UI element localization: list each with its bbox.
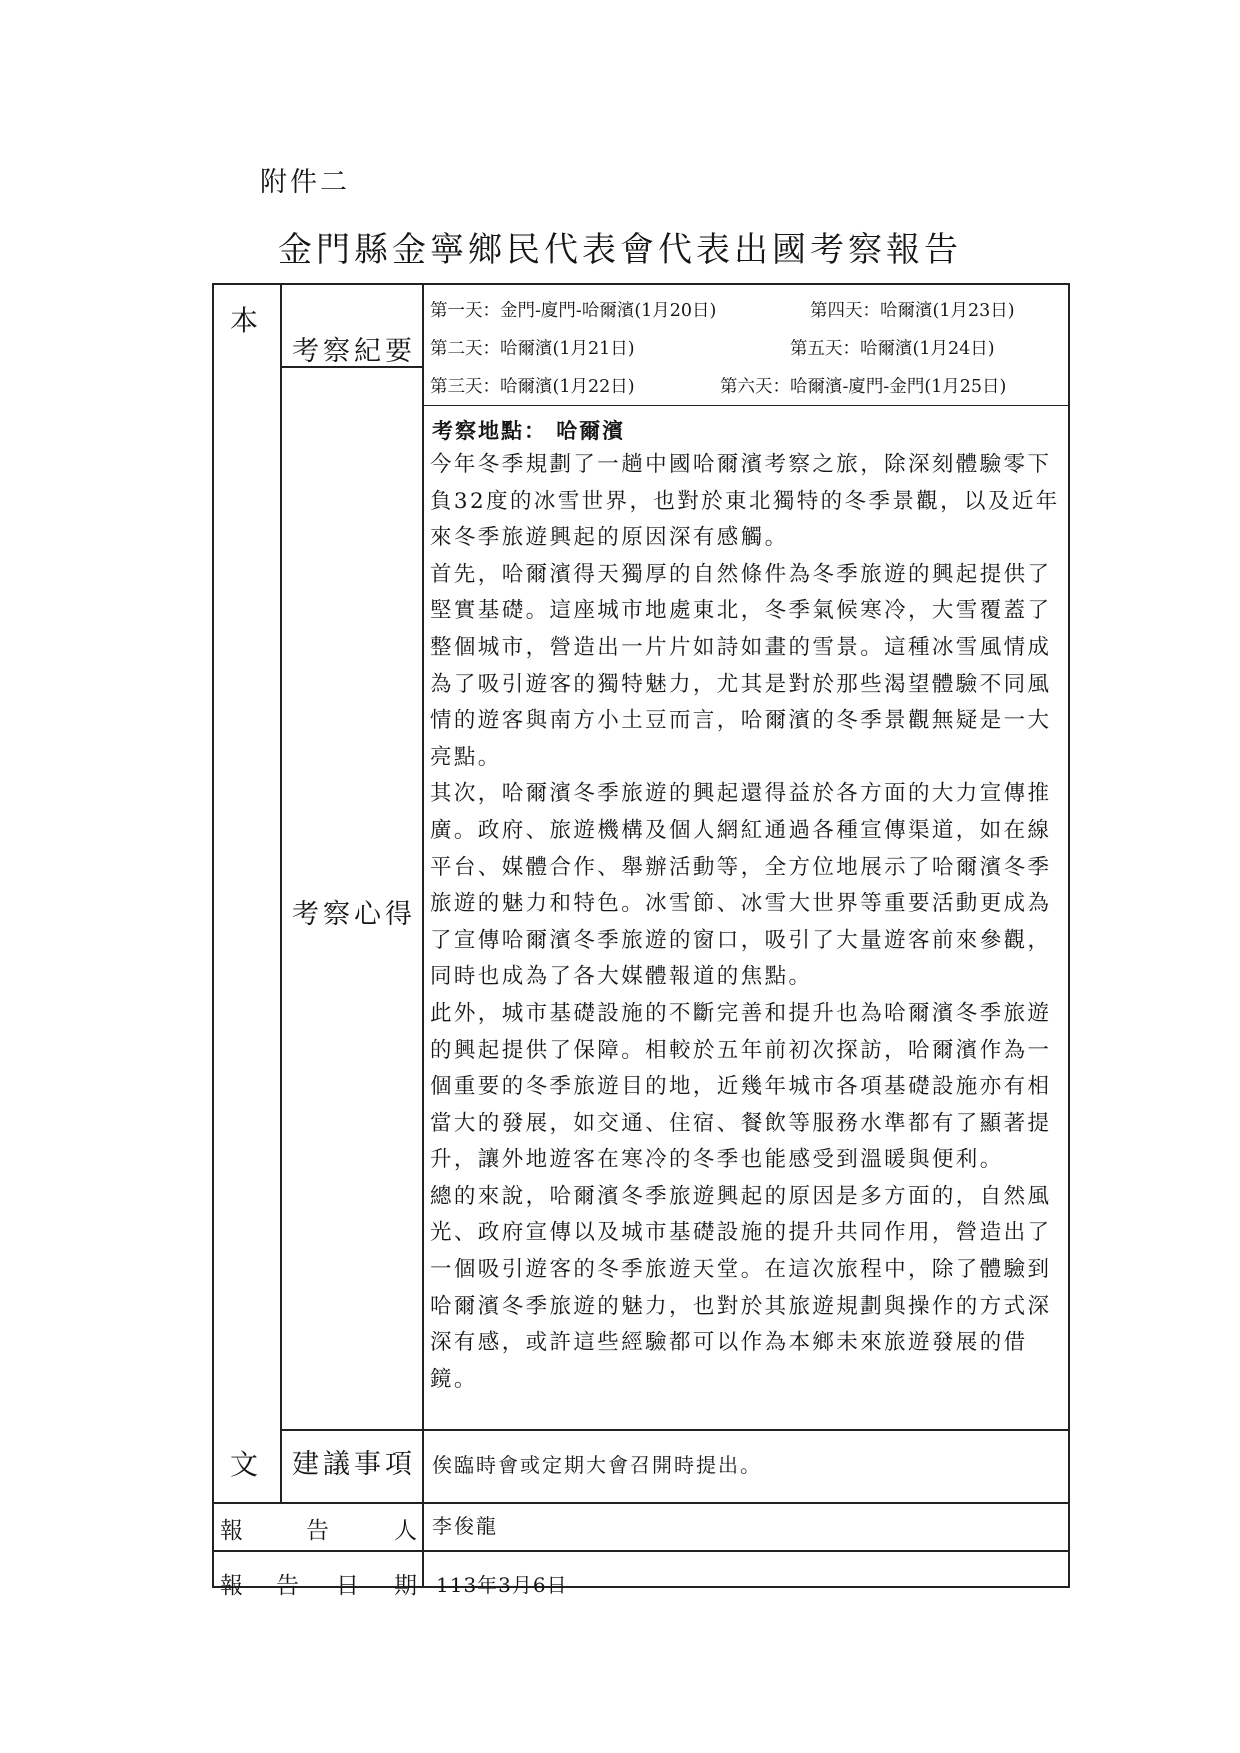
schedule-day2: 第二天：哈爾濱(1月21日): [430, 339, 635, 359]
report-date-label: [214, 1553, 422, 1611]
date-label-char: 期: [394, 1573, 417, 1599]
date-label-char: 日: [336, 1573, 359, 1599]
insights-body: [430, 447, 1064, 1398]
report-table: [212, 283, 1070, 1599]
insights-paragraph: 總的來說，哈爾濱冬季旅遊興起的原因是多方面的，自然風光、政府宣傳以及城市基礎設施的提升共同作用，營造出了一個吸引遊客的冬季旅遊天堂。在這次旅程中，除了體驗到哈爾濱冬季旅遊的魅力，也對於其旅遊規劃與操作的方式深深有感，或許這些經驗都可以作為本鄉未來旅遊發展的借鏡。: [430, 1183, 1052, 1392]
divider-line: [280, 1429, 1068, 1431]
date-label-char: 告: [276, 1573, 299, 1599]
reporter-label: [214, 1502, 422, 1550]
divider-line: [422, 1505, 424, 1550]
date-label-char: 報: [220, 1573, 243, 1599]
schedule-day3: 第三天：哈爾濱(1月22日): [430, 377, 635, 397]
insights-paragraph: 首先，哈爾濱得天獨厚的自然條件為冬季旅遊的興起提供了堅實基礎。這座城市地處東北，冬季氣候寒冷，大雪覆蓋了整個城市，營造出一片片如詩如畫的雪景。這種冰雪風情成為了吸引遊客的獨特魅力，尤其是對於那些渴望體驗不同風情的遊客與南方小土豆而言，哈爾濱的冬季景觀無疑是一大亮點。: [430, 561, 1052, 770]
schedule-day5: 第五天：哈爾濱(1月24日): [790, 339, 995, 359]
divider-line: [422, 285, 424, 1505]
divider-line: [422, 1550, 424, 1588]
reporter-label-char: 人: [394, 1518, 417, 1544]
reporter-label-char: 告: [306, 1518, 329, 1544]
schedule-day6: 第六天：哈爾濱-廈門-金門(1月25日): [720, 377, 1007, 397]
divider-line: [214, 1550, 1068, 1552]
body-label-top: 本: [230, 304, 259, 337]
insights-paragraph: 其次，哈爾濱冬季旅遊的興起還得益於各方面的大力宣傳推廣。政府、旅遊機構及個人網紅通過各種宣傳渠道，如在線平台、媒體合作、舉辦活動等，全方位地展示了哈爾濱冬季旅遊的魅力和特色。冰雪節、冰雪大世界等重要活動更成為了宣傳哈爾濱冬季旅遊的窗口，吸引了大量遊客前來參觀，同時也成為了各大媒體報道的焦點。: [430, 781, 1052, 990]
reporter-name: 李俊龍: [432, 1514, 498, 1538]
divider-line: [424, 405, 1068, 406]
inspection-location: 考察地點： 哈爾濱: [432, 418, 626, 443]
attachment-label: 附件二: [260, 167, 350, 198]
insights-paragraph: 此外，城市基礎設施的不斷完善和提升也為哈爾濱冬季旅遊的興起提供了保障。相較於五年前初次探訪，哈爾濱作為一個重要的冬季旅遊目的地，近幾年城市各項基礎設施亦有相當大的發展，如交通、住宿、餐飲等服務水準都有了顯著提升，讓外地遊客在寒冷的冬季也能感受到溫暖與便利。: [430, 1000, 1052, 1173]
suggestions-label: 建議事項: [292, 1449, 416, 1480]
schedule-day1: 第一天：金門-廈門-哈爾濱(1月20日): [430, 301, 717, 321]
reporter-label-char: 報: [220, 1518, 243, 1544]
divider-line: [280, 285, 282, 1352]
divider-line: [280, 1352, 282, 1502]
document-title: 金門縣金寧鄉民代表會代表出國考察報告: [278, 230, 962, 270]
body-label-bottom: 文: [230, 1448, 259, 1481]
insights-paragraph: 今年冬季規劃了一趟中國哈爾濱考察之旅，除深刻體驗零下負32度的冰雪世界，也對於東北獨特的冬季景觀，以及近年來冬季旅遊興起的原因深有感觸。: [430, 452, 1060, 551]
insights-label: 考察心得: [292, 899, 416, 930]
schedule-label: 考察紀要: [292, 336, 416, 367]
schedule-day4: 第四天：哈爾濱(1月23日): [810, 301, 1015, 321]
suggestions-text: 俟臨時會或定期大會召開時提出。: [432, 1453, 762, 1477]
report-date-value: 113年3月6日: [436, 1573, 568, 1597]
